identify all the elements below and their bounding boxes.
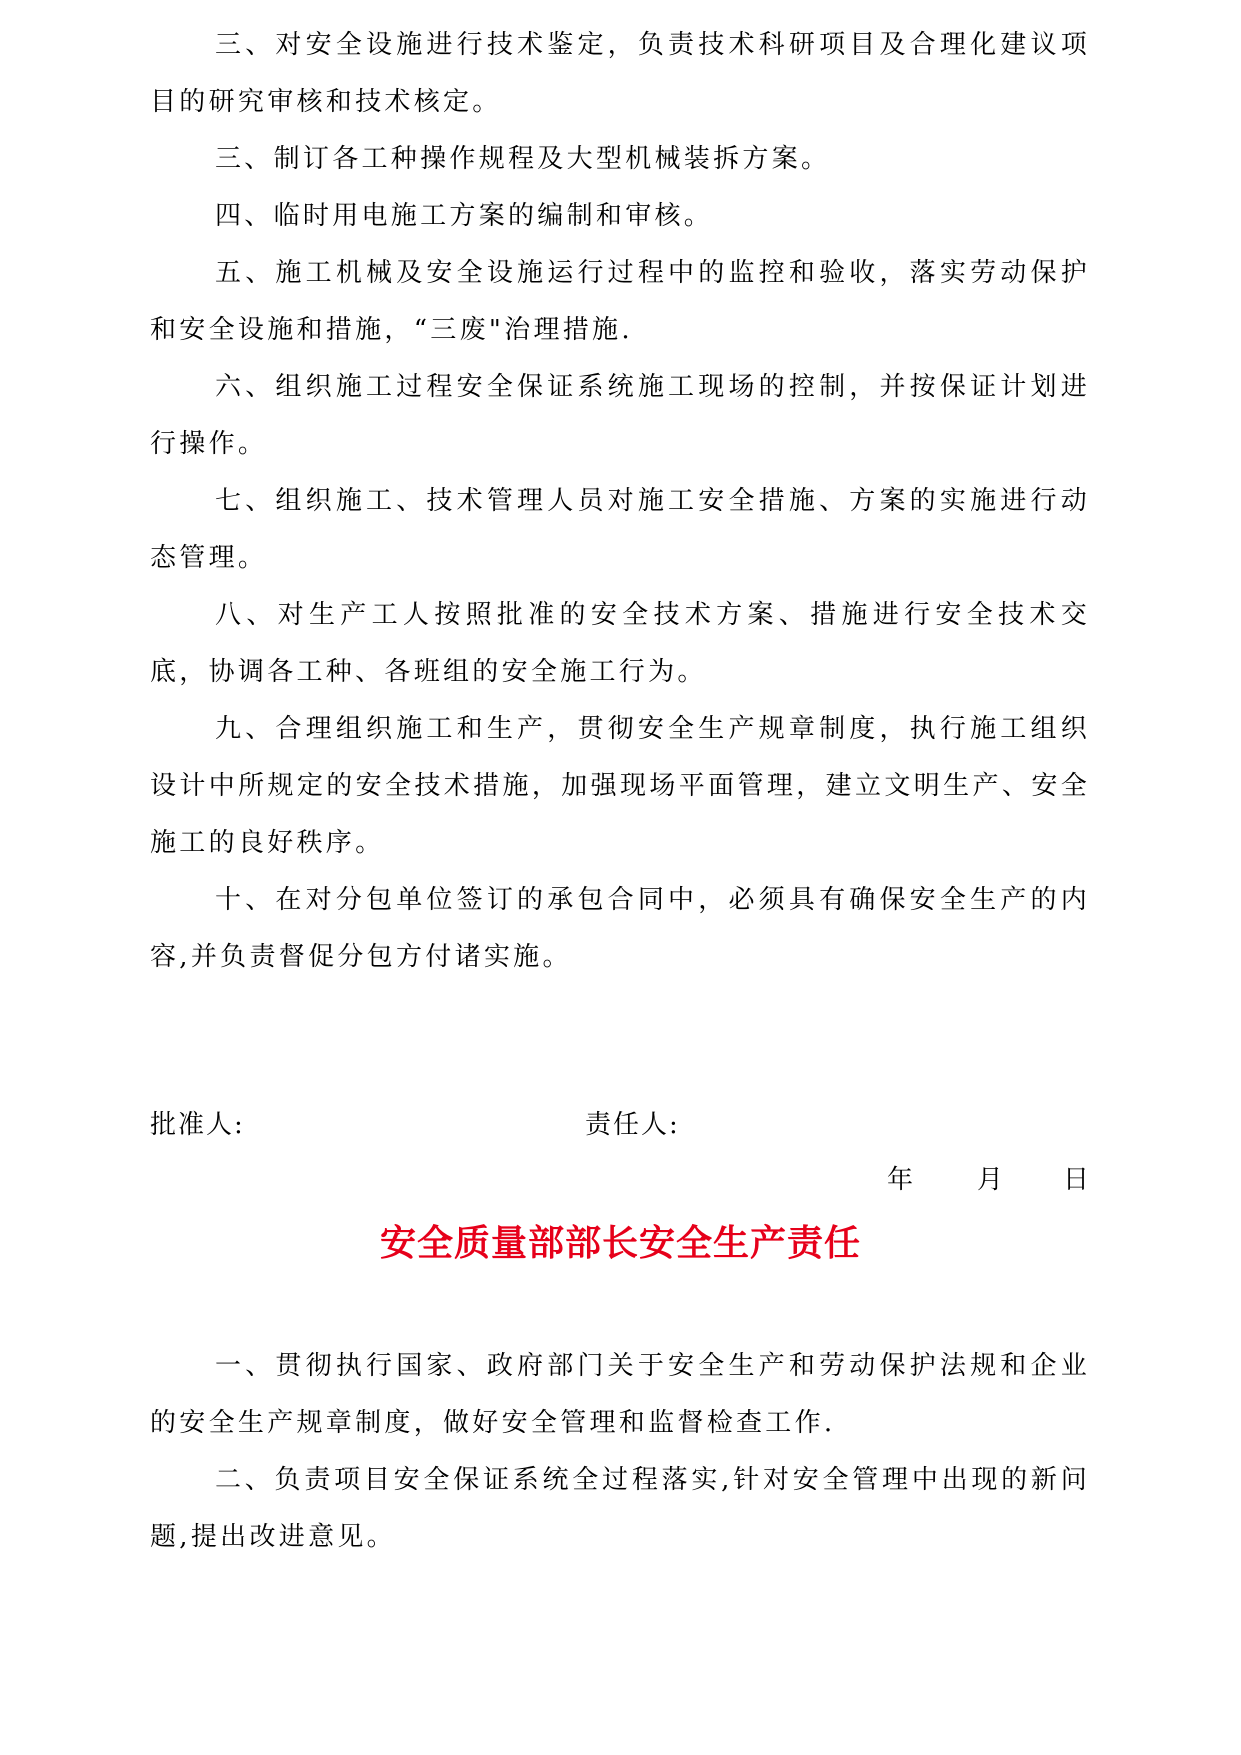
- duty-paragraph: 九、合理组织施工和生产，贯彻安全生产规章制度，执行施工组织设计中所规定的安全技术措施，加强现场平面管理，建立文明生产、安全施工的良好秩序。: [150, 714, 1090, 858]
- duty-paragraph: 五、施工机械及安全设施运行过程中的监控和验收，落实劳动保护和安全设施和措施，“三废"治理措施.: [150, 258, 1090, 345]
- duty-paragraph: 四、临时用电施工方案的编制和审核。: [215, 201, 714, 231]
- date-day: 日: [1063, 1165, 1092, 1195]
- approver-label: 批准人:: [150, 1110, 245, 1140]
- date-year: 年: [887, 1165, 916, 1195]
- duty-paragraph: 十、在对分包单位签订的承包合同中，必须具有确保安全生产的内容,并负责督促分包方付诸实施。: [150, 885, 1090, 972]
- date-month: 月: [977, 1165, 1006, 1195]
- section-duty-paragraph: 一、贯彻执行国家、政府部门关于安全生产和劳动保护法规和企业的安全生产规章制度，做好安全管理和监督检查工作.: [150, 1351, 1090, 1438]
- duty-paragraph: 三、对安全设施进行技术鉴定，负责技术科研项目及合理化建议项目的研究审核和技术核定。: [150, 30, 1090, 117]
- duty-paragraph: 六、组织施工过程安全保证系统施工现场的控制，并按保证计划进行操作。: [150, 372, 1090, 459]
- section-title: 安全质量部部长安全生产责任: [379, 1222, 861, 1264]
- duty-paragraph: 七、组织施工、技术管理人员对施工安全措施、方案的实施进行动态管理。: [150, 486, 1090, 573]
- duty-paragraph: 八、对生产工人按照批准的安全技术方案、措施进行安全技术交底，协调各工种、各班组的安全施工行为。: [150, 600, 1090, 687]
- duty-paragraph: 三、制订各工种操作规程及大型机械装拆方案。: [215, 144, 831, 174]
- responsible-label: 责任人:: [585, 1110, 680, 1140]
- section-duty-paragraph: 二、负责项目安全保证系统全过程落实,针对安全管理中出现的新问题,提出改进意见。: [150, 1465, 1090, 1552]
